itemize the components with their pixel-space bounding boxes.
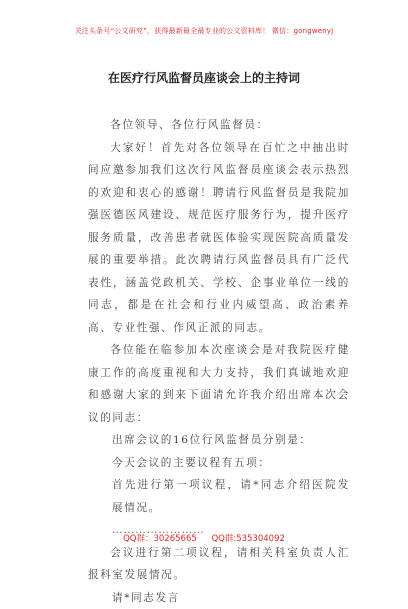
paragraph-attendees: 出席会议的16位行风监督员分别是：: [88, 429, 350, 452]
paragraph-agenda: 今天会议的主要议程有五项：: [88, 452, 350, 475]
paragraph-item-one: 首先进行第一项议程，请*同志介绍医院发展情况。: [88, 474, 350, 519]
document-title: 在医疗行风监督员座谈会上的主持词: [0, 69, 408, 86]
ellipsis-separator: ……………………: [88, 519, 350, 542]
footer: [0, 532, 408, 544]
paragraph-introduction: 各位能在临参加本次座谈会是对我院医疗健康工作的高度重视和大力支持，我们真诚地欢迎和感谢大家的到来下面请允许我介绍出席本次会议的同志：: [88, 339, 350, 429]
salutation: 各位领导、各位行风监督员：: [88, 114, 350, 137]
promo-header: 关注头条号“公文研究”，获得最新最全最专业的公文资料库！ 微信：gongwenyj: [0, 26, 408, 36]
qq-group-2: QQ群:535304092: [211, 534, 284, 544]
qq-group-1: QQ群：30265665: [123, 534, 197, 544]
paragraph-welcome: 大家好！首先对各位领导在百忙之中抽出时间应邀参加我们这次行风监督员座谈会表示热烈的欢迎和衷心的感谢！聘请行风监督员是我院加强医德医风建设、规范医疗服务行为，提升医疗服务质量，改善患者就医体验实现医院高质量发展的重要举措。此次聘请行风监督员具有广泛代表性，涵盖党政机关、学校、企事业单位一线的同志，都是在社会和行业内威望高、政治素养高、专业性强、作风正派的同志。: [88, 137, 350, 340]
paragraph-speaker: 请*同志发言: [88, 587, 350, 609]
paragraph-item-two: 会议进行第二项议程，请相关科室负责人汇报科室发展情况。: [88, 542, 350, 587]
